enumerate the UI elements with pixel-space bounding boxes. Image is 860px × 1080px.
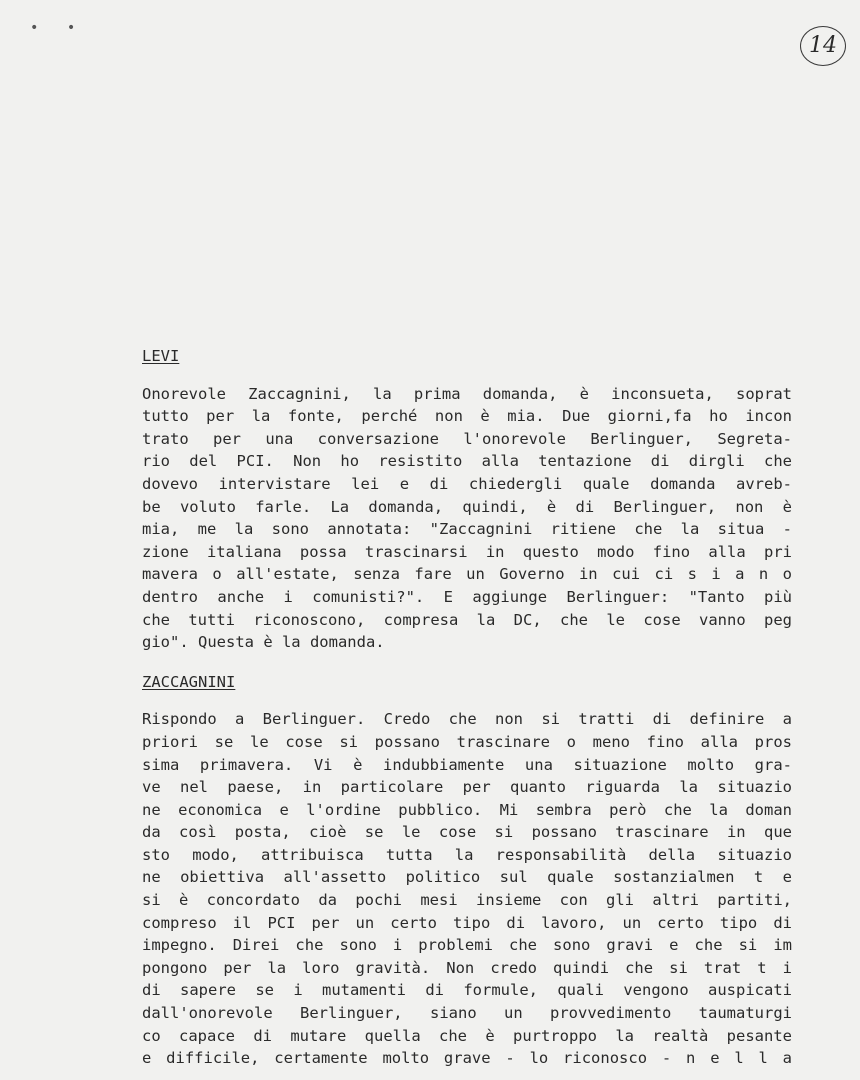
text-line: Onorevole Zaccagnini, la prima domanda, è inconsueta, soprat [142,384,792,403]
text-line: da così posta, cioè se le cose si possano trascinare in que [142,823,792,842]
text-line: di sapere se i mutamenti di formule, quali vengono auspicati [142,981,792,1000]
paragraph-levi-question [142,383,792,654]
text-line: pongono per la loro gravità. Non credo quindi che si trat t i [142,958,792,977]
speaker-label-zaccagnini: ZACCAGNINI [142,672,236,691]
text-line: rio del PCI. Non ho resistito alla tentazione di dirgli che [142,452,792,471]
text-line: ne economica e l'ordine pubblico. Mi sembra però che la doman [142,800,792,819]
text-line: mia, me la sono annotata: "Zaccagnini ritiene che la situa - [142,520,792,539]
text-line: co capace di mutare quella che è purtroppo la realtà pesante [142,1026,792,1045]
speaker-label-levi: LEVI [142,347,180,365]
text-line: dentro anche i comunisti?". E aggiunge Berlinguer: "Tanto più [142,587,792,606]
text-line: compreso il PCI per un certo tipo di lavoro, un certo tipo di [142,913,792,932]
text-line: sima primavera. Vi è indubbiamente una situazione molto gra- [142,755,792,774]
text-line: che tutti riconoscono, compresa la DC, che le cose vanno peg [142,610,792,629]
text-line: ne obiettiva all'assetto politico sul quale sostanzialmen t e [142,868,792,887]
text-line: si è concordato da pochi mesi insieme con gli altri partiti, [142,891,792,910]
text-line: dovevo intervistare lei e di chiedergli quale domanda avreb- [142,474,792,493]
text-line: be voluto farle. La domanda, quindi, è di Berlinguer, non è [142,497,792,516]
text-line: gio". Questa è la domanda. [142,633,385,652]
text-line: impegno. Direi che sono i problemi che sono gravi e che si im [142,936,792,955]
text-line: tutto per la fonte, perché non è mia. Due giorni,fa ho incon [142,407,792,426]
page-number: 14 [800,26,846,66]
text-line: Rispondo a Berlinguer. Credo che non si tratti di definire a [142,710,792,729]
text-line: ve nel paese, in particolare per quanto riguarda la situazio [142,778,792,797]
text-line: dall'onorevole Berlinguer, siano un provvedimento taumaturgi [142,1004,792,1023]
interview-transcript [142,345,792,1070]
text-line: priori se le cose si possano trascinare o meno fino alla pros [142,732,792,751]
text-line: trato per una conversazione l'onorevole Berlinguer, Segreta- [142,429,792,448]
text-line: e difficile, certamente molto grave - lo riconosco - n e l l a [142,1049,792,1068]
header-marks: • • [30,20,86,36]
paragraph-zaccagnini-answer [142,708,792,1070]
text-line: zione italiana possa trascinarsi in questo modo fino alla pri [142,542,792,561]
text-line: sto modo, attribuisca tutta la responsabilità della situazio [142,845,792,864]
text-line: mavera o all'estate, senza fare un Governo in cui ci s i a n o [142,565,792,584]
